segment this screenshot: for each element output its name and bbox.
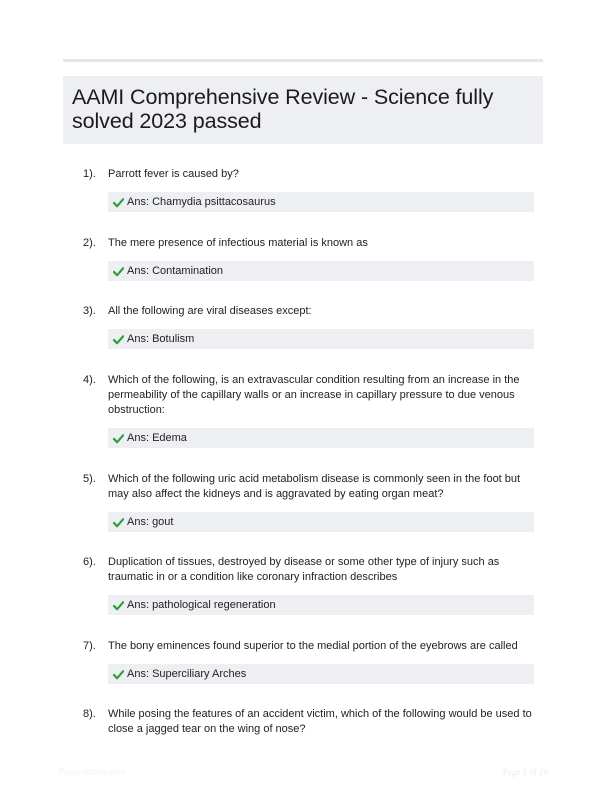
question-text: Which of the following uric acid metabolism disease is commonly seen in the foot but may also affect the kidneys and is aggravated by eating organ meat? [108,473,521,501]
question-text: The mere presence of infectious material is known as [108,237,368,249]
question-number: 3). [83,305,96,317]
check-icon [113,197,124,208]
question-number: 5). [83,473,96,485]
question-text: The bony eminences found superior to the medial portion of the eyebrows are called [108,640,518,652]
answer-text: Ans: gout [127,516,174,528]
question-number: 8). [83,708,96,720]
answer-box [108,329,534,349]
answer-text: Ans: Chamydia psittacosaurus [127,196,276,208]
check-icon [113,266,124,277]
check-icon [113,669,124,680]
answer-box [108,664,534,684]
question-number: 1). [83,168,96,180]
answer-box [108,428,534,448]
answer-box [108,192,534,212]
title-banner [63,76,543,144]
footer-watermark: Paperlibrary.com [58,767,126,777]
question-text: Duplication of tissues, destroyed by disease or some other type of injury such as traumatic in or a condition like coronary infraction describes [108,556,500,584]
document-title: AAMI Comprehensive Review - Science fully solved 2023 passed [72,85,494,133]
top-divider [63,59,543,62]
question-text: Parrott fever is caused by? [108,168,239,180]
check-icon [113,517,124,528]
answer-text: Ans: Contamination [127,265,223,277]
question-number: 7). [83,640,96,652]
question-number: 2). [83,237,96,249]
check-icon [113,600,124,611]
answer-text: Ans: Superciliary Arches [127,668,247,680]
answer-box [108,261,534,281]
question-text: All the following are viral diseases except: [108,305,312,317]
answer-text: Ans: Edema [127,432,187,444]
check-icon [113,334,124,345]
answer-text: Ans: pathological regeneration [127,599,276,611]
answer-box [108,595,534,615]
check-icon [113,433,124,444]
answer-text: Ans: Botulism [127,333,195,345]
answer-box [108,512,534,532]
question-number: 4). [83,374,96,386]
question-text: Which of the following, is an extravascular condition resulting from an increase in the permeability of the capillary walls or an increase in capillary pressure to due venous obstruction: [108,374,520,417]
question-text: While posing the features of an accident victim, which of the following would be used to close a jagged tear on the wing of nose? [108,708,532,736]
question-number: 6). [83,556,96,568]
page-number: Page 1 of 20 [502,767,548,777]
